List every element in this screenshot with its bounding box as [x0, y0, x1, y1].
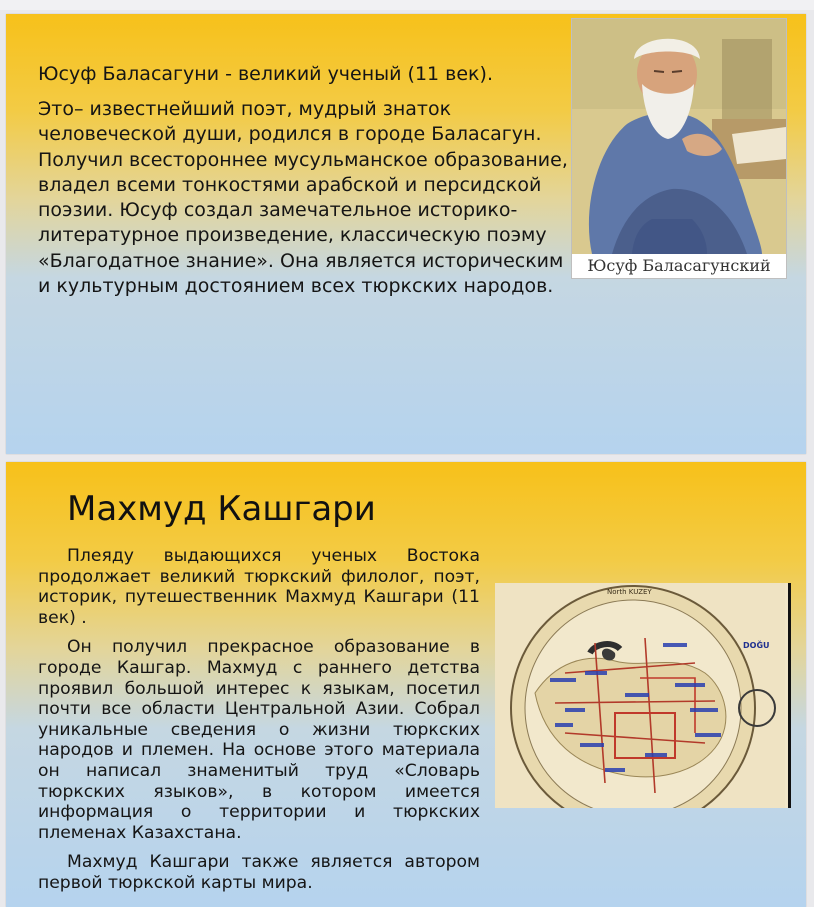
slide-mahmud-kashgari [6, 462, 806, 907]
slide1-heading: Юсуф Баласагуни - великий ученый (11 век). [38, 63, 493, 85]
viewer-top-bar [0, 0, 814, 10]
slide2-body [38, 546, 480, 903]
kashgari-world-map-image [495, 583, 791, 808]
yusuf-portrait-image [571, 18, 787, 279]
slide2-title: Махмуд Кашгари [67, 489, 376, 529]
map-drawing [495, 583, 785, 808]
portrait-painting [572, 19, 786, 254]
slide2-paragraph-1: Плеяду выдающихся ученых Востока продолжает великий тюркский филолог, поэт, историк, путешественник Махмуд Кашгари (11 век) . [38, 546, 480, 628]
slide2-paragraph-2: Он получил прекрасное образование в городе Кашгар. Махмуд с раннего детства проявил большой интерес к языкам, посетил почти все области Центральной Азии. Собрал уникальные сведения о жизни тюркских народов и племен. На основе этого материала он написал знаменитый труд «Словарь тюркских языков», в котором имеется информация о территории и тюркских племенах Казахстана. [38, 637, 480, 843]
map-label-north: North KUZEY [607, 588, 652, 596]
portrait-caption: Юсуф Баласагунский [572, 254, 786, 278]
map-label-east: DOĞU [743, 641, 770, 650]
slide2-paragraph-3: Махмуд Кашгари также является автором первой тюркской карты мира. [38, 852, 480, 893]
slide-yusuf-balasaguni [6, 14, 806, 454]
slide1-body-text: Это– известнейший поэт, мудрый знаток человеческой души, родился в городе Баласагун. Получил всестороннее мусульманское образование, владел всеми тонкостями арабской и персидской поэзии. Юсуф создал замечательное историко-литературное произведение, классическую поэму «Благодатное знание». Она является историческим и культурным достоянием всех тюркских народов. [38, 98, 568, 298]
